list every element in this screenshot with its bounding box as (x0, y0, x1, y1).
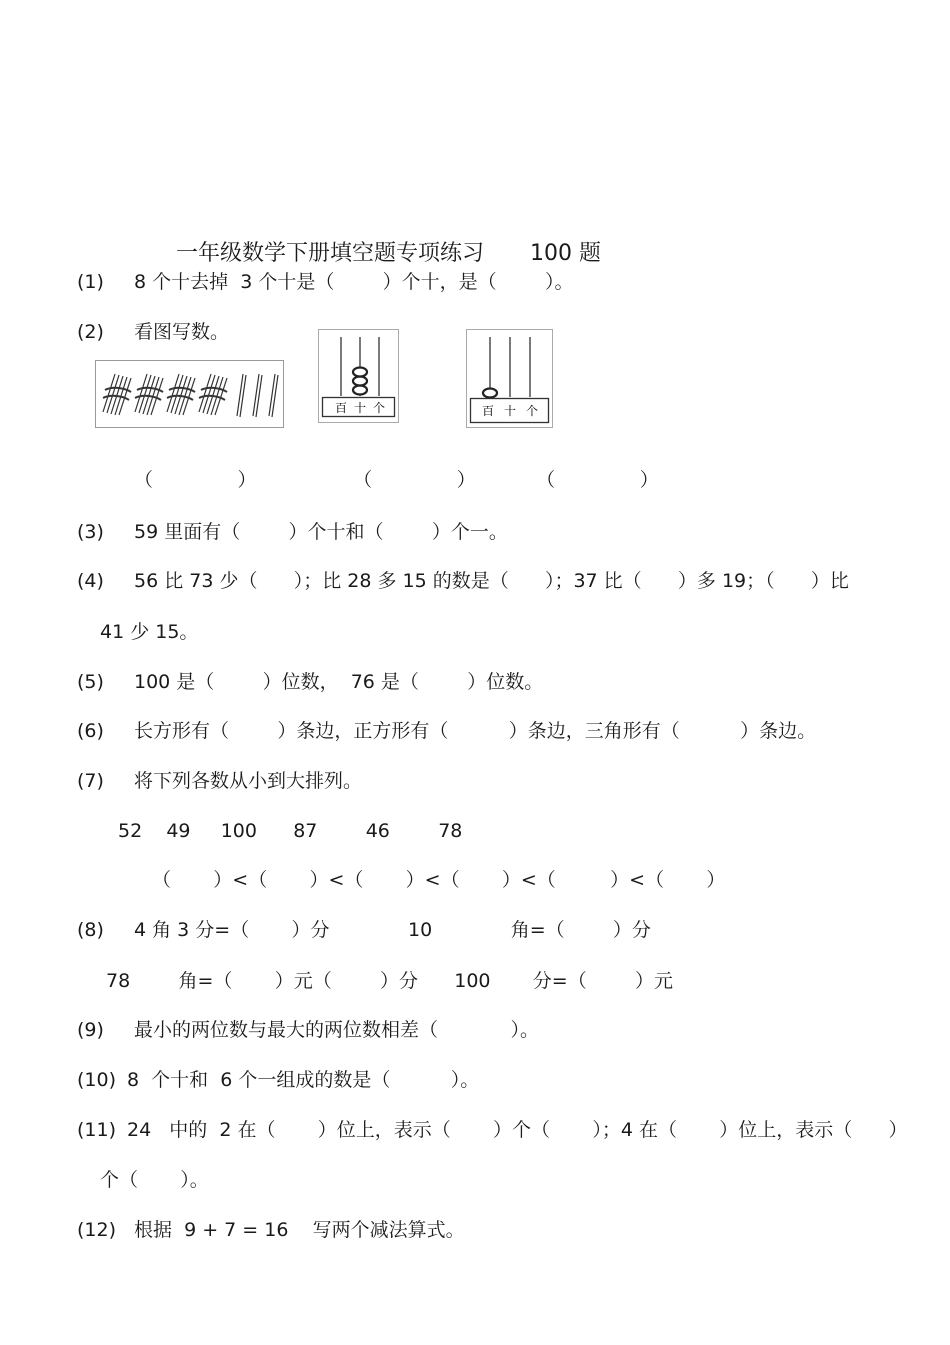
counting-sticks-image (95, 360, 285, 428)
question-number: (9) (77, 1019, 104, 1041)
bundle-of-ten-4 (199, 374, 227, 415)
abacus-2-image (466, 329, 554, 429)
question-text: 8 个十去掉 3 个十是（ ）个十，是（ ）。 (134, 271, 574, 293)
abacus-label-tens: 十 (503, 404, 517, 418)
q2-answer-blanks: （ ） （ ） （ ） (134, 469, 659, 491)
question-number: (2) (77, 321, 104, 343)
bundle-of-ten-1 (103, 374, 131, 415)
question-number: (3) (77, 521, 104, 543)
question-number: (12) (77, 1219, 117, 1241)
title-count: 100 题 (530, 241, 602, 266)
question-text: 24 中的 2 在（ ）位上，表示（ ）个（ ）；4 在（ ）位上，表示（ ） (127, 1119, 908, 1141)
page-title (162, 218, 601, 266)
question-text: 将下列各数从小到大排列。 (134, 770, 363, 792)
question-text: 8 个十和 6 个一组成的数是（ ）。 (127, 1069, 480, 1091)
question-text: 59 里面有（ ）个十和（ ）个一。 (134, 521, 508, 543)
question-number: (7) (77, 770, 104, 792)
bundle-of-ten-3 (167, 374, 195, 415)
question-text-line2: 78 角=（ ）元（ ）分 100 分=（ ）元 (106, 970, 674, 992)
question-number: (11) (77, 1119, 117, 1141)
question-text-continued: 个（ ）。 (100, 1169, 209, 1191)
question-text: 长方形有（ ）条边，正方形有（ ）条边，三角形有（ ）条边。 (134, 720, 817, 742)
abacus-label-hundreds: 百 (481, 404, 495, 418)
question-text: 根据 9 + 7 = 16 写两个减法算式。 (134, 1219, 465, 1241)
question-text: 看图写数。 (134, 321, 230, 343)
question-number: (5) (77, 671, 104, 693)
question-number: (4) (77, 570, 104, 592)
question-text: 56 比 73 少（ ）；比 28 多 15 的数是（ ）；37 比（ ）多 19；（ ）比 (134, 570, 849, 592)
question-text: 最小的两位数与最大的两位数相差（ ）。 (134, 1019, 539, 1041)
abacus-label-ones: 个 (525, 404, 539, 418)
question-number: (6) (77, 720, 104, 742)
question-number: (10) (77, 1069, 117, 1091)
question-number: (1) (77, 271, 104, 293)
question-text-continued: 41 少 15。 (100, 621, 199, 643)
abacus-label-ones: 个 (372, 401, 386, 415)
single-sticks (237, 374, 278, 417)
ordering-blanks: （ ）<（ ）<（ ）<（ ）<（ ）<（ ） (152, 869, 726, 891)
abacus-label-tens: 十 (353, 401, 367, 415)
question-number: (8) (77, 919, 104, 941)
abacus-1-image (318, 329, 400, 424)
abacus-label-hundreds: 百 (334, 401, 348, 415)
bundle-of-ten-2 (135, 374, 163, 415)
question-text: 100 是（ ）位数， 76 是（ ）位数。 (134, 671, 544, 693)
number-list: 52 49 100 87 46 78 (118, 820, 463, 842)
title-text: 一年级数学下册填空题专项练习 (176, 241, 485, 266)
question-text: 4 角 3 分=（ ）分 10 角=（ ）分 (134, 919, 651, 941)
